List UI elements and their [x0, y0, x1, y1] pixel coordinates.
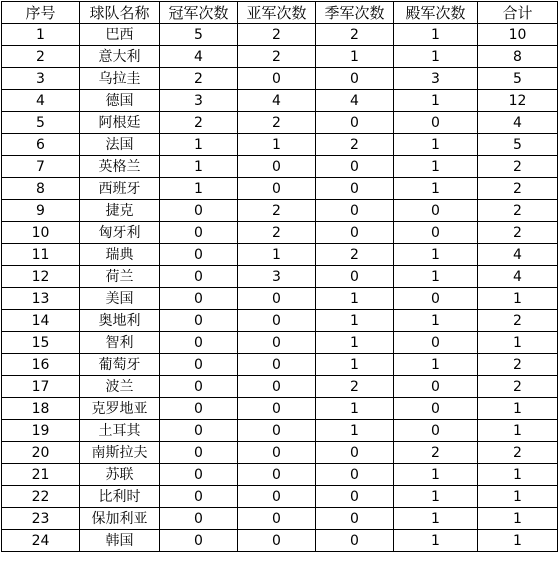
cell-runner-up: 2: [238, 112, 316, 134]
cell-champion: 0: [160, 310, 238, 332]
cell-fourth: 2: [394, 442, 478, 464]
cell-fourth: 1: [394, 266, 478, 288]
cell-runner-up: 4: [238, 90, 316, 112]
cell-total: 2: [478, 222, 558, 244]
cell-index: 21: [2, 464, 80, 486]
cell-index: 19: [2, 420, 80, 442]
cell-runner-up: 0: [238, 332, 316, 354]
cell-team-name: 意大利: [80, 46, 160, 68]
table-row: [2, 244, 558, 266]
cell-champion: 0: [160, 398, 238, 420]
table-row: [2, 222, 558, 244]
table-row: [2, 420, 558, 442]
cell-index: 12: [2, 266, 80, 288]
cell-team-name: 英格兰: [80, 156, 160, 178]
cell-team-name: 巴西: [80, 24, 160, 46]
cell-third: 2: [316, 134, 394, 156]
header-index: 序号: [2, 2, 80, 24]
cell-index: 9: [2, 200, 80, 222]
cell-champion: 0: [160, 530, 238, 552]
cell-fourth: 0: [394, 200, 478, 222]
cell-index: 18: [2, 398, 80, 420]
cell-team-name: 韩国: [80, 530, 160, 552]
cell-index: 14: [2, 310, 80, 332]
cell-total: 2: [478, 376, 558, 398]
cell-third: 1: [316, 420, 394, 442]
table-row: [2, 178, 558, 200]
cell-champion: 0: [160, 288, 238, 310]
cell-total: 8: [478, 46, 558, 68]
cell-champion: 0: [160, 508, 238, 530]
table-row: [2, 442, 558, 464]
cell-third: 1: [316, 46, 394, 68]
cell-total: 5: [478, 134, 558, 156]
cell-runner-up: 0: [238, 354, 316, 376]
cell-total: 1: [478, 530, 558, 552]
cell-index: 16: [2, 354, 80, 376]
cell-runner-up: 0: [238, 288, 316, 310]
table-row: [2, 354, 558, 376]
cell-third: 0: [316, 486, 394, 508]
cell-index: 10: [2, 222, 80, 244]
cell-fourth: 1: [394, 464, 478, 486]
header-team-name: 球队名称: [80, 2, 160, 24]
cell-champion: 1: [160, 156, 238, 178]
cell-index: 17: [2, 376, 80, 398]
cell-runner-up: 0: [238, 68, 316, 90]
cell-runner-up: 1: [238, 244, 316, 266]
cell-fourth: 0: [394, 398, 478, 420]
cell-team-name: 保加利亚: [80, 508, 160, 530]
cell-fourth: 0: [394, 376, 478, 398]
cell-team-name: 奥地利: [80, 310, 160, 332]
cell-team-name: 葡萄牙: [80, 354, 160, 376]
cell-fourth: 1: [394, 486, 478, 508]
cell-champion: 0: [160, 244, 238, 266]
cell-champion: 2: [160, 68, 238, 90]
cell-runner-up: 0: [238, 420, 316, 442]
cell-third: 1: [316, 288, 394, 310]
table-body: [2, 24, 558, 552]
cell-runner-up: 2: [238, 200, 316, 222]
cell-champion: 0: [160, 222, 238, 244]
cell-third: 0: [316, 156, 394, 178]
cell-champion: 0: [160, 200, 238, 222]
cell-index: 2: [2, 46, 80, 68]
cell-team-name: 匈牙利: [80, 222, 160, 244]
cell-team-name: 阿根廷: [80, 112, 160, 134]
cell-third: 1: [316, 354, 394, 376]
cell-total: 2: [478, 442, 558, 464]
cell-third: 0: [316, 222, 394, 244]
table-row: [2, 24, 558, 46]
cell-champion: 1: [160, 178, 238, 200]
table-row: [2, 310, 558, 332]
cell-total: 1: [478, 420, 558, 442]
cell-total: 1: [478, 398, 558, 420]
cell-runner-up: 0: [238, 310, 316, 332]
cell-fourth: 1: [394, 244, 478, 266]
table-row: [2, 200, 558, 222]
cell-runner-up: 2: [238, 46, 316, 68]
cell-index: 24: [2, 530, 80, 552]
cell-champion: 5: [160, 24, 238, 46]
table-row: [2, 486, 558, 508]
cell-index: 22: [2, 486, 80, 508]
table-row: [2, 530, 558, 552]
cell-runner-up: 3: [238, 266, 316, 288]
cell-total: 4: [478, 112, 558, 134]
cell-team-name: 荷兰: [80, 266, 160, 288]
cell-fourth: 1: [394, 178, 478, 200]
cell-total: 12: [478, 90, 558, 112]
cell-runner-up: 0: [238, 156, 316, 178]
cell-third: 1: [316, 332, 394, 354]
cell-third: 0: [316, 266, 394, 288]
cell-team-name: 瑞典: [80, 244, 160, 266]
cell-team-name: 苏联: [80, 464, 160, 486]
cell-runner-up: 2: [238, 222, 316, 244]
cell-third: 2: [316, 24, 394, 46]
cell-runner-up: 0: [238, 376, 316, 398]
cell-fourth: 1: [394, 156, 478, 178]
cell-runner-up: 0: [238, 442, 316, 464]
cell-champion: 2: [160, 112, 238, 134]
table-row: [2, 46, 558, 68]
cell-third: 1: [316, 310, 394, 332]
header-runner-up-count: 亚军次数: [238, 2, 316, 24]
cell-team-name: 捷克: [80, 200, 160, 222]
cell-fourth: 0: [394, 332, 478, 354]
cell-third: 0: [316, 530, 394, 552]
cell-index: 6: [2, 134, 80, 156]
cell-third: 4: [316, 90, 394, 112]
cell-runner-up: 1: [238, 134, 316, 156]
cell-total: 2: [478, 200, 558, 222]
cell-runner-up: 0: [238, 178, 316, 200]
cell-runner-up: 2: [238, 24, 316, 46]
cell-index: 8: [2, 178, 80, 200]
cell-champion: 0: [160, 442, 238, 464]
cell-total: 2: [478, 310, 558, 332]
cell-fourth: 1: [394, 310, 478, 332]
cell-champion: 0: [160, 376, 238, 398]
cell-fourth: 1: [394, 46, 478, 68]
cell-champion: 0: [160, 464, 238, 486]
cell-runner-up: 0: [238, 530, 316, 552]
cell-champion: 0: [160, 486, 238, 508]
table-row: [2, 398, 558, 420]
cell-index: 13: [2, 288, 80, 310]
cell-champion: 0: [160, 332, 238, 354]
table-row: [2, 90, 558, 112]
cell-champion: 4: [160, 46, 238, 68]
cell-index: 1: [2, 24, 80, 46]
cell-fourth: 1: [394, 530, 478, 552]
cell-runner-up: 0: [238, 464, 316, 486]
table-row: [2, 134, 558, 156]
cell-champion: 1: [160, 134, 238, 156]
cell-team-name: 法国: [80, 134, 160, 156]
cell-total: 1: [478, 332, 558, 354]
table-row: [2, 332, 558, 354]
cell-champion: 0: [160, 354, 238, 376]
cell-total: 5: [478, 68, 558, 90]
cell-team-name: 西班牙: [80, 178, 160, 200]
cell-total: 10: [478, 24, 558, 46]
cell-team-name: 土耳其: [80, 420, 160, 442]
cell-index: 3: [2, 68, 80, 90]
cell-fourth: 1: [394, 508, 478, 530]
cell-index: 15: [2, 332, 80, 354]
cell-fourth: 0: [394, 420, 478, 442]
cell-team-name: 波兰: [80, 376, 160, 398]
table-row: [2, 156, 558, 178]
header-total: 合计: [478, 2, 558, 24]
cell-champion: 0: [160, 420, 238, 442]
cell-champion: 3: [160, 90, 238, 112]
cell-fourth: 1: [394, 354, 478, 376]
cell-third: 0: [316, 178, 394, 200]
cell-total: 4: [478, 244, 558, 266]
cell-index: 5: [2, 112, 80, 134]
cell-index: 4: [2, 90, 80, 112]
cell-third: 0: [316, 112, 394, 134]
cell-fourth: 1: [394, 90, 478, 112]
cell-fourth: 0: [394, 222, 478, 244]
cell-total: 2: [478, 178, 558, 200]
header-row: [2, 2, 558, 24]
header-third-place-count: 季军次数: [316, 2, 394, 24]
cell-team-name: 南斯拉夫: [80, 442, 160, 464]
cell-champion: 0: [160, 266, 238, 288]
header-champion-count: 冠军次数: [160, 2, 238, 24]
cell-fourth: 0: [394, 288, 478, 310]
cell-team-name: 德国: [80, 90, 160, 112]
cell-team-name: 克罗地亚: [80, 398, 160, 420]
cell-total: 1: [478, 486, 558, 508]
cell-third: 2: [316, 244, 394, 266]
cell-third: 0: [316, 442, 394, 464]
cell-fourth: 1: [394, 134, 478, 156]
header-fourth-place-count: 殿军次数: [394, 2, 478, 24]
table-row: [2, 112, 558, 134]
table-row: [2, 266, 558, 288]
cell-total: 1: [478, 508, 558, 530]
cell-index: 7: [2, 156, 80, 178]
table-row: [2, 68, 558, 90]
cell-index: 11: [2, 244, 80, 266]
table-row: [2, 508, 558, 530]
cell-runner-up: 0: [238, 486, 316, 508]
cell-team-name: 智利: [80, 332, 160, 354]
cell-third: 2: [316, 376, 394, 398]
cell-third: 1: [316, 398, 394, 420]
cell-total: 2: [478, 354, 558, 376]
cell-fourth: 3: [394, 68, 478, 90]
cell-third: 0: [316, 508, 394, 530]
cell-index: 23: [2, 508, 80, 530]
cell-index: 20: [2, 442, 80, 464]
results-table-container: [1, 1, 558, 552]
table-row: [2, 288, 558, 310]
world-cup-results-table: [1, 1, 558, 552]
cell-total: 1: [478, 288, 558, 310]
cell-third: 0: [316, 68, 394, 90]
cell-team-name: 比利时: [80, 486, 160, 508]
cell-total: 2: [478, 156, 558, 178]
table-row: [2, 376, 558, 398]
cell-team-name: 乌拉圭: [80, 68, 160, 90]
cell-runner-up: 0: [238, 508, 316, 530]
table-row: [2, 464, 558, 486]
cell-third: 0: [316, 200, 394, 222]
cell-third: 0: [316, 464, 394, 486]
cell-total: 1: [478, 464, 558, 486]
cell-fourth: 0: [394, 112, 478, 134]
cell-total: 4: [478, 266, 558, 288]
cell-team-name: 美国: [80, 288, 160, 310]
cell-runner-up: 0: [238, 398, 316, 420]
cell-fourth: 1: [394, 24, 478, 46]
